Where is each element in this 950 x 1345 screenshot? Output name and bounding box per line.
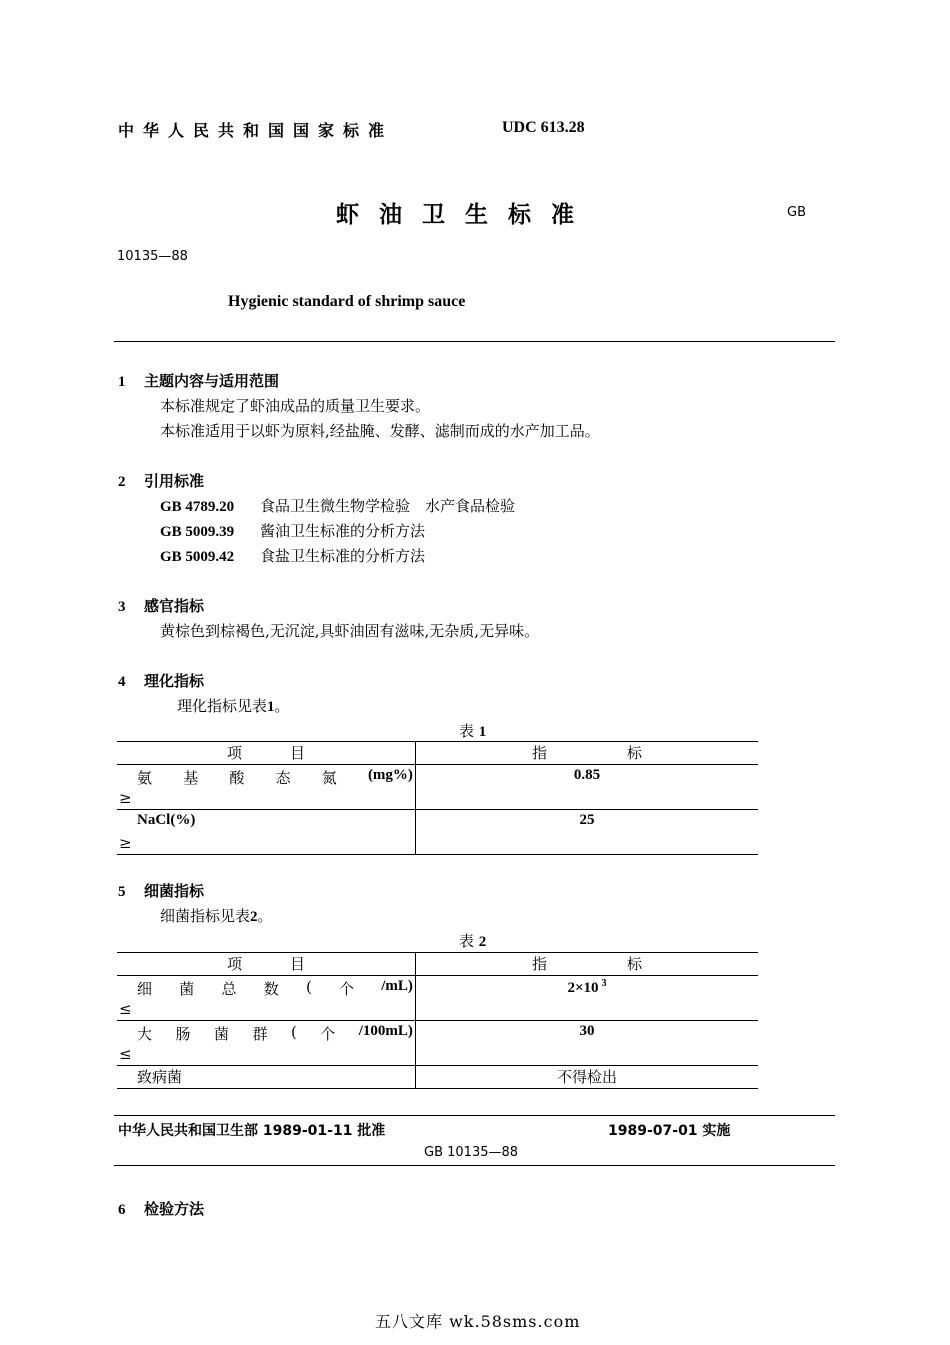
section-1-paragraph-2: 本标准适用于以虾为原料,经盐腌、发酵、滤制而成的水产加工品。 — [160, 422, 600, 440]
greater-equal-sign: ≥ — [119, 789, 132, 807]
table-1-caption: 表 1 — [459, 722, 487, 740]
column-header-value: 指 标 — [416, 953, 759, 976]
greater-equal-sign: ≥ — [119, 834, 132, 852]
udc-number: UDC 613.28 — [502, 119, 585, 136]
table-header-row — [117, 953, 758, 976]
column-header-value: 指 标 — [416, 742, 759, 765]
section-4-paragraph: 理化指标见表1。 — [177, 697, 290, 715]
footer-bottom-rule — [114, 1165, 835, 1166]
approval-line: 中华人民共和国卫生部 1989-01-11 批准 — [118, 1123, 386, 1139]
issuing-body: 中华人民共和国国家标准 — [118, 121, 394, 140]
item-label: 致病菌 — [137, 1068, 183, 1086]
reference-item: GB 5009.42 食盐卫生标准的分析方法 — [160, 547, 426, 565]
standard-number: 10135—88 — [117, 249, 188, 264]
item-value: 2×10 $^3$ — [567, 978, 607, 996]
item-value: 30 — [579, 1023, 595, 1039]
table-row — [117, 765, 758, 810]
table-row — [117, 1066, 758, 1089]
header-divider — [114, 341, 835, 342]
table-row — [117, 976, 758, 1021]
section-4-heading: 4 理化指标 — [118, 672, 205, 690]
section-1-heading: 1 主题内容与适用范围 — [118, 372, 280, 390]
document-title: 虾油卫生标准 — [336, 202, 594, 228]
less-equal-sign: ≤ — [119, 1000, 132, 1018]
site-watermark: 五八文库 wk.58sms.com — [375, 1312, 581, 1331]
section-5-heading: 5 细菌指标 — [118, 882, 205, 900]
english-title: Hygienic standard of shrimp sauce — [228, 293, 466, 310]
less-equal-sign: ≤ — [119, 1045, 132, 1063]
footer-standard-number: GB 10135—88 — [424, 1145, 519, 1160]
item-value: 不得检出 — [556, 1068, 617, 1086]
section-5-paragraph: 细菌指标见表2。 — [160, 907, 273, 925]
table-2 — [117, 952, 758, 1089]
column-header-item: 项 目 — [117, 742, 416, 765]
item-value: 25 — [579, 812, 595, 828]
item-label: 大 肠 菌 群 ( 个 /100mL) — [137, 1023, 413, 1043]
item-label: NaCl(%) — [137, 812, 196, 828]
gb-label: GB — [787, 205, 806, 220]
effective-date: 1989-07-01 实施 — [608, 1123, 731, 1139]
item-label: 氨 基 酸 态 氮 (mg%) — [137, 767, 413, 787]
section-6-heading: 6 检验方法 — [118, 1200, 205, 1218]
reference-item: GB 4789.20 食品卫生微生物学检验 水产食品检验 — [160, 497, 516, 515]
footer-top-rule — [114, 1115, 835, 1116]
table-1 — [117, 741, 758, 855]
item-value: 0.85 — [573, 767, 601, 783]
column-header-item: 项 目 — [117, 953, 416, 976]
table-row — [117, 1021, 758, 1066]
section-1-paragraph-1: 本标准规定了虾油成品的质量卫生要求。 — [160, 397, 431, 415]
section-3-paragraph: 黄棕色到棕褐色,无沉淀,具虾油固有滋味,无杂质,无异味。 — [160, 622, 540, 640]
item-label: 细 菌 总 数 ( 个 /mL) — [137, 978, 413, 998]
section-3-heading: 3 感官指标 — [118, 597, 205, 615]
section-2-heading: 2 引用标准 — [118, 472, 205, 490]
table-row — [117, 810, 758, 855]
reference-item: GB 5009.39 酱油卫生标准的分析方法 — [160, 522, 426, 540]
table-header-row — [117, 742, 758, 765]
table-2-caption: 表 2 — [459, 932, 487, 950]
